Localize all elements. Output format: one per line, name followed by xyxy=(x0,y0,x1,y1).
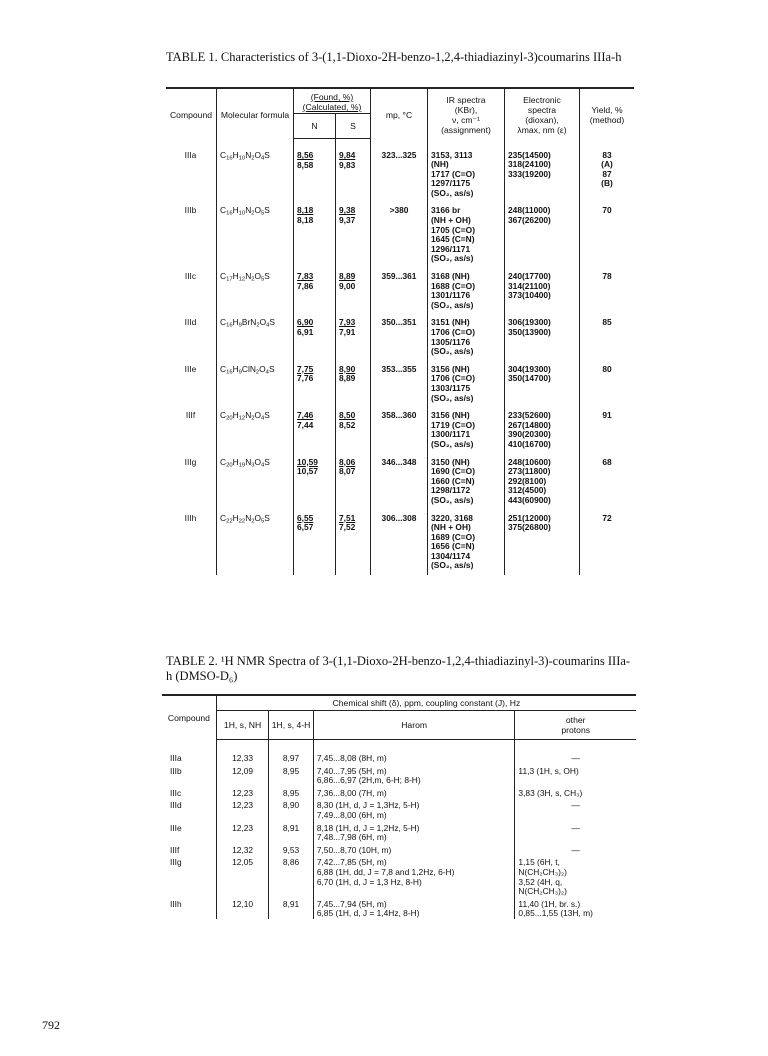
t2-header-h4: 1H, s, 4-H xyxy=(269,711,314,740)
other-line: 11,40 (1H, br. s.) xyxy=(518,898,581,909)
ir-cell xyxy=(428,310,505,356)
other-line: 3,52 (4H, q, xyxy=(518,876,563,887)
t1-header-s: S xyxy=(335,114,370,139)
uv-line: 314(21100) xyxy=(508,280,551,291)
t1-header-electronic xyxy=(505,88,580,139)
table-row xyxy=(162,798,636,820)
table2-caption: TABLE 2. ¹H NMR Spectra of 3-(1,1-Dioxo-2H-benzo-1,2,4-thiadiazinyl-3)-coumarins IIIa-h (DMSO-D₆) xyxy=(166,654,631,683)
table-row xyxy=(166,139,634,199)
compound-cell: IIIe xyxy=(184,363,197,374)
other-protons-cell xyxy=(515,821,636,843)
nh-shift-cell: 12,32 xyxy=(216,843,268,856)
n-calc-value: 8,18 xyxy=(297,215,314,226)
harom-line: 8,18 (1H, d, J = 1,2Hz, 5-H) xyxy=(316,822,420,833)
uv-line: 350(14700) xyxy=(508,373,551,384)
ir-line: 1706 (C=O) xyxy=(431,373,475,384)
mp-cell: 358...360 xyxy=(371,403,428,449)
s-calc-value: 9,37 xyxy=(338,215,356,226)
formula-cell: $C_{16}H_{10}N_2O_5S$ xyxy=(217,198,294,264)
t1-header-ir xyxy=(428,88,505,139)
ir-line: 1705 (C=O) xyxy=(431,224,475,235)
ir-line: 1300/1171 xyxy=(431,429,471,440)
n-calc-value: 7,44 xyxy=(297,419,314,430)
other-protons-cell xyxy=(515,740,636,764)
table-row xyxy=(162,897,636,919)
table-row xyxy=(166,357,634,403)
harom-line: 6,88 (1H, dd, J = 7,8 and 1,2Hz, 6-H) xyxy=(316,866,455,877)
ir-line: 1706 (C=O) xyxy=(431,327,475,337)
harom-cell xyxy=(313,786,515,799)
n-calc-value: 6,91 xyxy=(297,327,314,337)
other-line: 1,15 (6H, t, xyxy=(518,857,560,868)
yield-cell xyxy=(580,198,635,264)
s-calc-value: 7,52 xyxy=(338,522,356,533)
uv-line: 240(17700) xyxy=(508,271,551,282)
table-row xyxy=(166,198,634,264)
n-calc-value: 8,58 xyxy=(297,159,314,170)
compound-cell: IIIf xyxy=(185,410,196,421)
other-line: 3,83 (3H, s, CH₃) xyxy=(518,787,583,798)
ir-line: (NH) xyxy=(431,159,449,170)
s-calc-value: 8,89 xyxy=(338,373,356,384)
yield-line: 91 xyxy=(602,410,612,421)
other-protons-cell xyxy=(515,855,636,896)
other-protons-cell xyxy=(515,843,636,856)
harom-line: 7,45...8,08 (8H, m) xyxy=(316,753,387,763)
uv-cell xyxy=(505,264,580,310)
uv-line: 443(60900) xyxy=(508,494,551,505)
yield-cell xyxy=(580,450,635,506)
yield-cell xyxy=(580,403,635,449)
ir-cell xyxy=(428,357,505,403)
ir-line: 3156 (NH) xyxy=(431,410,470,421)
harom-line: 6,85 (1H, d, J = 1,4Hz, 8-H) xyxy=(316,908,420,919)
ir-line: 1656 (C=N) xyxy=(431,541,475,552)
s-calc-value: 7,91 xyxy=(338,327,356,337)
harom-cell xyxy=(313,740,515,764)
t1-header-uv-line: (dioxan), xyxy=(525,114,559,125)
uv-line: 367(26200) xyxy=(508,215,551,226)
t2-header-other xyxy=(515,711,636,740)
table-row xyxy=(166,450,634,506)
ir-line: 1688 (C=O) xyxy=(431,280,475,291)
table2-nmr xyxy=(162,694,636,919)
compound-cell: IIIc xyxy=(170,787,182,798)
uv-cell xyxy=(505,357,580,403)
uv-line: 318(24100) xyxy=(508,159,551,170)
s-found-value: 9,38 xyxy=(338,205,356,216)
nh-shift-cell: 12,05 xyxy=(216,855,268,896)
ir-line: (NH + OH) xyxy=(431,522,471,533)
uv-line: 292(8100) xyxy=(508,475,547,486)
ir-line: 1690 (C=O) xyxy=(431,466,475,477)
uv-line: 375(26800) xyxy=(508,522,551,533)
uv-cell xyxy=(505,139,580,199)
ir-line: 1717 (C=O) xyxy=(431,168,475,179)
formula-cell: $C_{17}H_{12}N_2O_5S$ xyxy=(217,264,294,310)
ir-line: 1304/1174 xyxy=(431,550,471,561)
table-row xyxy=(162,843,636,856)
table-row xyxy=(166,403,634,449)
mp-cell: 346...348 xyxy=(371,450,428,506)
mp-cell: 359...361 xyxy=(371,264,428,310)
ir-line: (NH + OH) xyxy=(431,215,471,226)
s-content-cell xyxy=(335,139,370,199)
uv-cell xyxy=(505,310,580,356)
s-content-cell xyxy=(335,506,370,576)
uv-line: 312(4500) xyxy=(508,485,547,496)
ir-line: 1719 (C=O) xyxy=(431,419,475,430)
s-found-value: 7,51 xyxy=(338,512,356,523)
compound-cell: IIId xyxy=(184,317,197,328)
harom-cell xyxy=(313,897,515,919)
t1-header-found-calc xyxy=(294,88,371,114)
formula-cell: $C_{16}H_{10}N_2O_4S$ xyxy=(217,139,294,199)
yield-line: (A) xyxy=(601,159,613,170)
ir-cell xyxy=(428,139,505,199)
uv-line: 248(10600) xyxy=(508,456,551,467)
ir-line: (SO₂, as/s) xyxy=(431,392,474,403)
t1-header-uv-line: spectra xyxy=(527,104,557,115)
mp-cell: 350...351 xyxy=(371,310,428,356)
compound-cell: IIIb xyxy=(170,765,182,776)
ir-line: 1305/1176 xyxy=(431,336,471,347)
compound-cell: IIIb xyxy=(184,205,197,216)
harom-line: 7,49...8,00 (6H, m) xyxy=(316,809,387,820)
ir-cell xyxy=(428,403,505,449)
ir-line: 1298/1172 xyxy=(431,485,471,496)
yield-line: 68 xyxy=(602,456,612,467)
other-line: — xyxy=(571,822,580,833)
other-protons-cell xyxy=(515,897,636,919)
s-content-cell xyxy=(335,403,370,449)
nh-shift-cell: 12,10 xyxy=(216,897,268,919)
compound-cell: IIIh xyxy=(170,898,182,909)
compound-cell: IIIa xyxy=(184,149,197,160)
ir-line: 3151 (NH) xyxy=(431,317,470,328)
s-content-cell xyxy=(335,310,370,356)
compound-cell: IIIa xyxy=(170,752,182,763)
t1-header-uv-line: Electronic xyxy=(523,94,561,105)
ir-line: 1297/1175 xyxy=(431,178,471,189)
harom-cell xyxy=(313,798,515,820)
s-found-value: 7,93 xyxy=(338,317,356,328)
yield-cell xyxy=(580,357,635,403)
n-found-value: 7,75 xyxy=(297,363,314,374)
table-row xyxy=(166,264,634,310)
ir-line: (SO₂, as/s) xyxy=(431,187,474,198)
n-calc-value: 7,86 xyxy=(297,280,314,291)
t1-header-yield-line: Yield, % xyxy=(591,104,623,115)
uv-cell xyxy=(505,506,580,576)
compound-cell: IIIg xyxy=(170,857,182,868)
ir-cell xyxy=(428,198,505,264)
uv-cell xyxy=(505,450,580,506)
uv-line: 304(19300) xyxy=(508,363,551,374)
compound-cell: IIIh xyxy=(184,512,197,523)
t1-header-uv-line: λmax, nm (ε) xyxy=(517,124,567,135)
n-found-value: 6,90 xyxy=(297,317,314,328)
s-found-value: 8,50 xyxy=(338,410,356,421)
harom-line: 7,48...7,98 (6H, m) xyxy=(316,832,387,843)
t2-header-other-line: other xyxy=(565,715,586,725)
other-line: N(CH₂CH₃)₂) xyxy=(518,866,567,877)
uv-line: 233(52600) xyxy=(508,410,551,421)
uv-line: 306(19300) xyxy=(508,317,551,328)
n-content-cell xyxy=(294,357,336,403)
table-row xyxy=(162,786,636,799)
h4-shift-cell: 8,95 xyxy=(269,764,314,786)
s-content-cell xyxy=(335,198,370,264)
formula-cell: $C_{20}H_{12}N_2O_4S$ xyxy=(217,403,294,449)
uv-line: 390(20300) xyxy=(508,429,551,440)
h4-shift-cell: 9,53 xyxy=(269,843,314,856)
uv-line: 248(11000) xyxy=(508,205,551,216)
other-line: — xyxy=(571,753,580,763)
compound-cell: IIIg xyxy=(184,456,197,467)
h4-shift-cell: 8,95 xyxy=(269,786,314,799)
ir-line: 3156 (NH) xyxy=(431,363,470,374)
formula-cell: $C_{16}H_9ClN_2O_4S$ xyxy=(217,357,294,403)
nh-shift-cell: 12,23 xyxy=(216,798,268,820)
ir-line: (SO₂, as/s) xyxy=(431,560,474,571)
ir-line: (SO₂, as/s) xyxy=(431,494,474,505)
h4-shift-cell: 8,90 xyxy=(269,798,314,820)
yield-line: 78 xyxy=(602,271,612,282)
ir-line: (SO₂, as/s) xyxy=(431,253,474,264)
n-content-cell xyxy=(294,506,336,576)
uv-line: 410(16700) xyxy=(508,438,551,449)
t1-header-calculated: (Calculated, %) xyxy=(302,102,362,112)
t2-header-harom: Harom xyxy=(313,711,515,740)
n-content-cell xyxy=(294,310,336,356)
mp-cell: 323...325 xyxy=(371,139,428,199)
yield-line: 80 xyxy=(602,363,612,374)
n-content-cell xyxy=(294,139,336,199)
s-found-value: 8,90 xyxy=(338,363,356,374)
table1-caption: TABLE 1. Characteristics of 3-(1,1-Dioxo-2H-benzo-1,2,4-thiadiazinyl-3)coumarins IIIa-h xyxy=(166,50,622,64)
n-found-value: 6,55 xyxy=(297,512,314,523)
mp-cell: >380 xyxy=(371,198,428,264)
other-line: 0,85...1,55 (13H, m) xyxy=(518,908,593,919)
harom-cell xyxy=(313,764,515,786)
h4-shift-cell: 8,86 xyxy=(269,855,314,896)
other-protons-cell xyxy=(515,798,636,820)
formula-cell: $C_{22}H_{22}N_2O_5S$ xyxy=(217,506,294,576)
ir-cell xyxy=(428,264,505,310)
harom-line: 7,45...7,94 (5H, m) xyxy=(316,898,387,909)
ir-line: 1301/1176 xyxy=(431,290,471,301)
formula-cell: $C_{20}H_{19}N_3O_4S$ xyxy=(217,450,294,506)
n-calc-value: 6,57 xyxy=(297,522,314,533)
n-calc-value: 10,57 xyxy=(297,466,318,477)
yield-line: 70 xyxy=(602,205,612,216)
s-content-cell xyxy=(335,357,370,403)
s-calc-value: 9,00 xyxy=(338,280,356,291)
harom-cell xyxy=(313,843,515,856)
uv-line: 333(19200) xyxy=(508,168,551,179)
nh-shift-cell: 12,09 xyxy=(216,764,268,786)
ir-line: 3153, 3113 xyxy=(431,149,473,160)
t1-header-found: (Found, %) xyxy=(310,92,354,102)
compound-cell: IIIf xyxy=(170,844,180,855)
table-row xyxy=(162,821,636,843)
compound-cell: IIIc xyxy=(184,271,197,282)
n-content-cell xyxy=(294,264,336,310)
harom-line: 7,42...7,85 (5H, m) xyxy=(316,857,387,868)
uv-line: 251(12000) xyxy=(508,512,551,523)
other-line: N(CH₂CH₃)₂) xyxy=(518,886,567,897)
n-found-value: 10,59 xyxy=(297,456,318,467)
uv-line: 373(10400) xyxy=(508,290,551,301)
harom-line: 7,50...8,70 (10H, m) xyxy=(316,844,392,855)
yield-line: 85 xyxy=(602,317,612,328)
nh-shift-cell: 12,23 xyxy=(216,786,268,799)
ir-line: (SO₂, as/s) xyxy=(431,438,474,449)
t1-header-yield xyxy=(580,88,635,139)
t1-header-ir-line: IR spectra xyxy=(446,94,486,105)
harom-line: 7,40...7,95 (5H, m) xyxy=(316,765,387,776)
mp-cell: 306...308 xyxy=(371,506,428,576)
n-content-cell xyxy=(294,198,336,264)
h4-shift-cell: 8,91 xyxy=(269,897,314,919)
compound-cell: IIIe xyxy=(170,822,182,833)
t1-header-yield-line: (method) xyxy=(589,114,625,125)
s-calc-value: 8,52 xyxy=(338,419,356,430)
yield-cell xyxy=(580,506,635,576)
uv-line: 273(11800) xyxy=(508,466,551,477)
s-found-value: 9,84 xyxy=(338,150,356,160)
ir-line: 3166 br xyxy=(431,205,461,216)
yield-line: 87 xyxy=(602,168,612,179)
h4-shift-cell: 8,97 xyxy=(269,740,314,764)
n-calc-value: 7,76 xyxy=(297,373,314,384)
ir-line: 1303/1175 xyxy=(431,382,471,393)
harom-line: 6,86...6,97 (2H,m, 6-H; 8-H) xyxy=(316,775,421,786)
compound-cell: IIId xyxy=(170,800,182,811)
uv-line: 350(13900) xyxy=(508,327,551,337)
n-content-cell xyxy=(294,450,336,506)
table-row xyxy=(162,855,636,896)
ir-line: (SO₂, as/s) xyxy=(431,346,474,357)
n-found-value: 8,56 xyxy=(297,150,314,160)
table-row xyxy=(162,740,636,764)
t1-header-compound: Compound xyxy=(169,109,213,120)
yield-cell xyxy=(580,264,635,310)
n-found-value: 8,18 xyxy=(297,205,314,216)
harom-cell xyxy=(313,855,515,896)
t2-header-chemical-shift: Chemical shift (δ), ppm, coupling constant (J), Hz xyxy=(216,695,636,711)
yield-cell xyxy=(580,139,635,199)
t1-header-formula: Molecular formula xyxy=(217,88,294,139)
s-found-value: 8,06 xyxy=(338,456,356,467)
ir-line: 3150 (NH) xyxy=(431,456,470,467)
other-line: — xyxy=(571,800,580,811)
s-calc-value: 8,07 xyxy=(338,466,356,477)
t1-header-ir-line: (assignment) xyxy=(441,124,491,135)
table-row xyxy=(162,764,636,786)
yield-cell xyxy=(580,310,635,356)
table1-characteristics xyxy=(166,87,634,575)
table-row xyxy=(166,310,634,356)
harom-line: 7,36...8,00 (7H, m) xyxy=(316,787,387,798)
n-content-cell xyxy=(294,403,336,449)
s-content-cell xyxy=(335,450,370,506)
uv-cell xyxy=(505,403,580,449)
nh-shift-cell: 12,33 xyxy=(216,740,268,764)
uv-cell xyxy=(505,198,580,264)
other-protons-cell xyxy=(515,764,636,786)
formula-cell: $C_{16}H_9BrN_2O_4S$ xyxy=(217,310,294,356)
harom-line: 6,70 (1H, d, J = 1,3 Hz, 8-H) xyxy=(316,876,422,887)
h4-shift-cell: 8,91 xyxy=(269,821,314,843)
other-line: 11,3 (1H, s, OH) xyxy=(518,765,579,776)
page-number: 792 xyxy=(42,1018,60,1032)
yield-line: 83 xyxy=(602,149,612,160)
ir-line: 1296/1171 xyxy=(431,243,471,254)
nh-shift-cell: 12,23 xyxy=(216,821,268,843)
t2-header-compound: Compound xyxy=(167,712,210,723)
harom-cell xyxy=(313,821,515,843)
ir-line: 1689 (C=O) xyxy=(431,531,475,542)
ir-line: 3168 (NH) xyxy=(431,271,470,282)
t1-header-mp: mp, °C xyxy=(371,88,428,139)
ir-line: 3220, 3168 xyxy=(431,512,473,523)
yield-line: 72 xyxy=(602,512,612,523)
s-content-cell xyxy=(335,264,370,310)
ir-line: 1645 (C=N) xyxy=(431,234,475,245)
s-calc-value: 9,83 xyxy=(338,159,356,170)
other-line: — xyxy=(571,844,580,855)
table-row xyxy=(166,506,634,576)
t1-header-n: N xyxy=(294,114,336,139)
uv-line: 235(14500) xyxy=(508,149,551,160)
mp-cell: 353...355 xyxy=(371,357,428,403)
ir-cell xyxy=(428,506,505,576)
s-found-value: 8,89 xyxy=(338,271,356,282)
ir-line: (SO₂, as/s) xyxy=(431,299,474,310)
t1-header-ir-line: (KBr), xyxy=(454,104,478,115)
other-protons-cell xyxy=(515,786,636,799)
t2-header-nh: 1H, s, NH xyxy=(216,711,268,740)
t1-header-ir-line: ν, cm⁻¹ xyxy=(452,114,480,125)
n-found-value: 7,46 xyxy=(297,410,314,421)
ir-cell xyxy=(428,450,505,506)
yield-line: (B) xyxy=(601,178,613,189)
ir-line: 1660 (C=N) xyxy=(431,475,475,486)
harom-line: 8,30 (1H, d, J = 1,3Hz, 5-H) xyxy=(316,800,420,811)
uv-line: 267(14800) xyxy=(508,419,551,430)
t2-header-other-line: protons xyxy=(561,725,591,735)
n-found-value: 7,83 xyxy=(297,271,314,282)
